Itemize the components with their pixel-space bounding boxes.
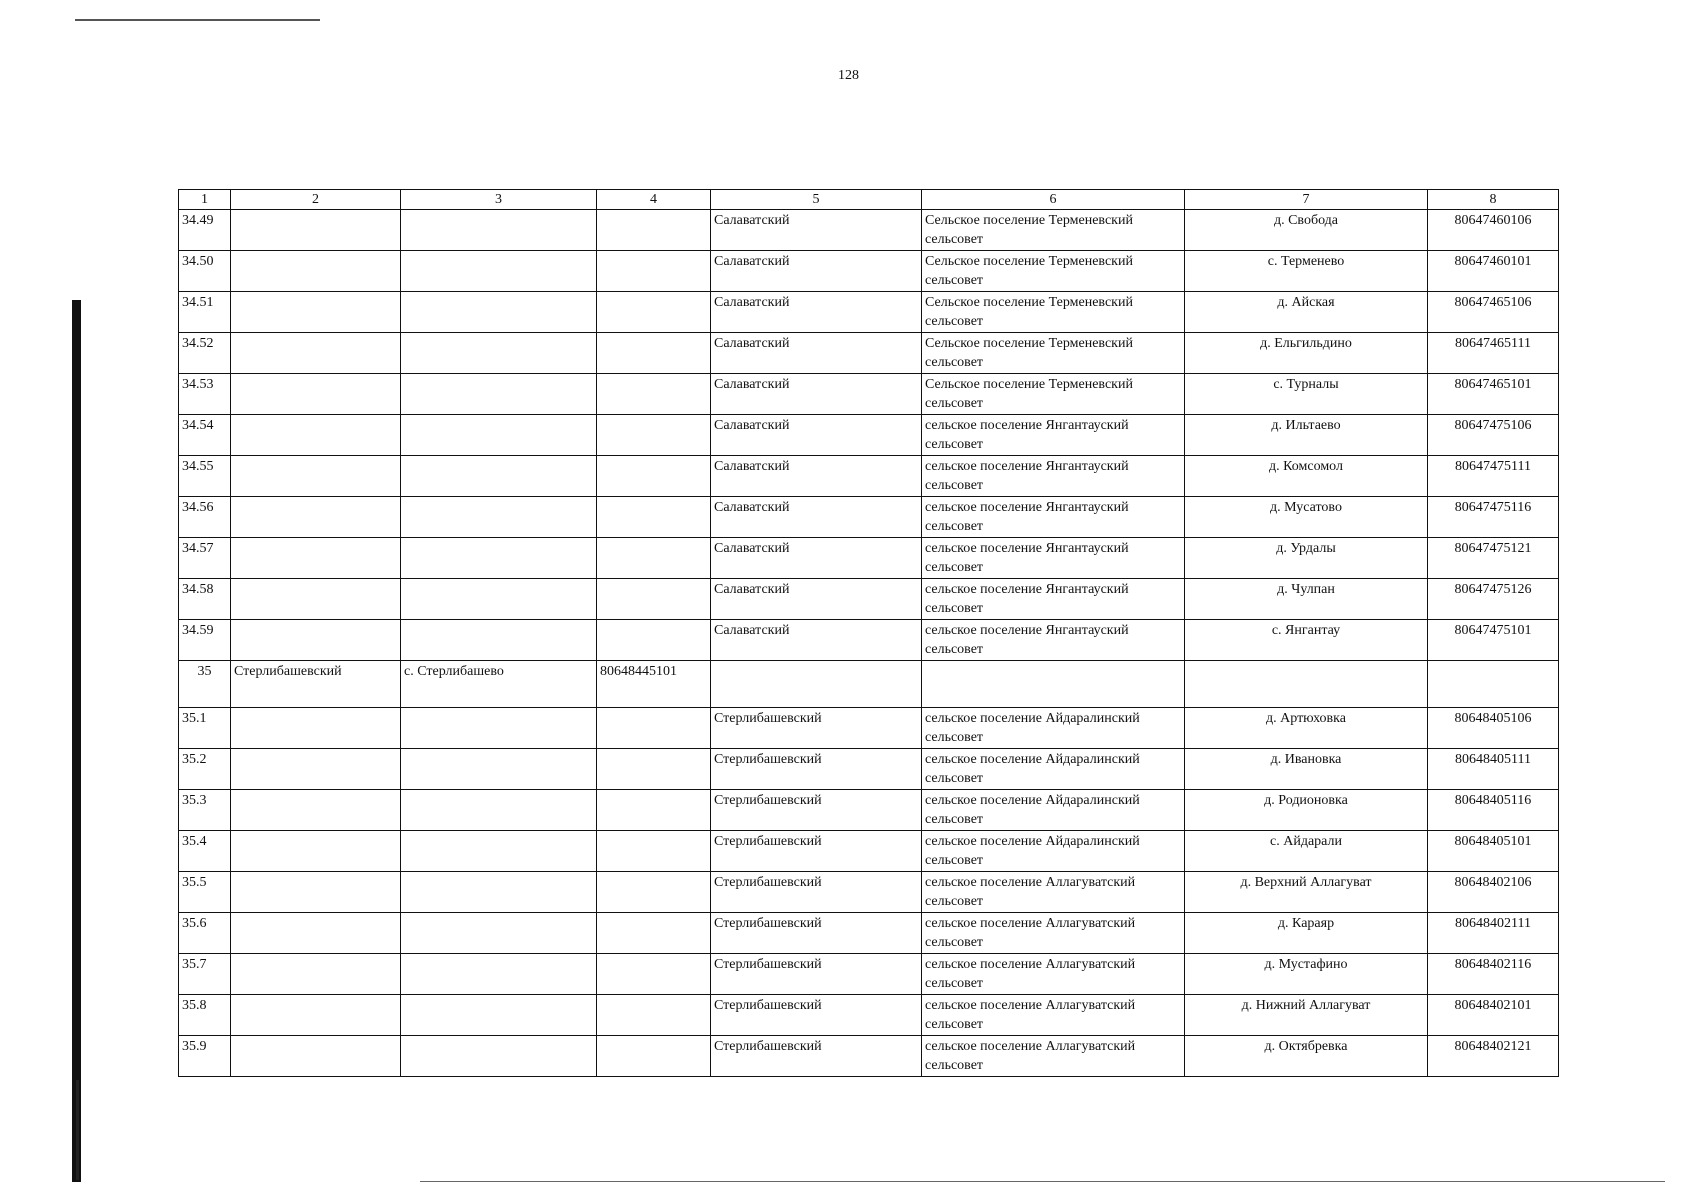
rural-settlement-cell: сельское поселение Аллагуватский сельсовет — [922, 995, 1185, 1036]
table-body — [179, 210, 1559, 1077]
admin-center-cell — [401, 579, 597, 620]
locality-name-cell: д. Мусатово — [1185, 497, 1428, 538]
district-name-cell — [231, 333, 401, 374]
table-row — [179, 374, 1559, 415]
locality-name-cell: д. Нижний Аллагуват — [1185, 995, 1428, 1036]
rural-settlement-cell: сельское поселение Айдаралинский сельсовет — [922, 708, 1185, 749]
locality-name-cell: д. Октябревка — [1185, 1036, 1428, 1077]
locality-name-cell: д. Ильтаево — [1185, 415, 1428, 456]
table-row — [179, 831, 1559, 872]
row-number-cell: 35.9 — [179, 1036, 231, 1077]
column-header-8: 8 — [1428, 190, 1559, 210]
oktmo-code-cell: 80647465106 — [1428, 292, 1559, 333]
row-number-cell: 35.1 — [179, 708, 231, 749]
rural-settlement-cell: сельское поселение Аллагуватский сельсовет — [922, 1036, 1185, 1077]
district-code-cell — [597, 292, 711, 333]
municipal-district-cell: Салаватский — [711, 497, 922, 538]
row-number-cell: 34.58 — [179, 579, 231, 620]
municipal-district-cell: Салаватский — [711, 456, 922, 497]
admin-center-cell — [401, 790, 597, 831]
district-name-cell: Стерлибашевский — [231, 661, 401, 708]
rural-settlement-cell: сельское поселение Аллагуватский сельсовет — [922, 872, 1185, 913]
district-code-cell — [597, 995, 711, 1036]
municipal-district-cell: Стерлибашевский — [711, 749, 922, 790]
rural-settlement-cell: Сельское поселение Терменевский сельсовет — [922, 333, 1185, 374]
district-code-cell — [597, 913, 711, 954]
table-row — [179, 749, 1559, 790]
table-row — [179, 251, 1559, 292]
row-number-cell: 35 — [179, 661, 231, 708]
table-row — [179, 497, 1559, 538]
oktmo-code-cell: 80647475116 — [1428, 497, 1559, 538]
locality-name-cell: с. Айдарали — [1185, 831, 1428, 872]
admin-center-cell — [401, 251, 597, 292]
row-number-cell: 35.4 — [179, 831, 231, 872]
municipal-district-cell: Стерлибашевский — [711, 913, 922, 954]
municipal-district-cell: Стерлибашевский — [711, 831, 922, 872]
column-header-4: 4 — [597, 190, 711, 210]
district-name-cell — [231, 995, 401, 1036]
table-row — [179, 579, 1559, 620]
municipal-district-cell: Салаватский — [711, 415, 922, 456]
rural-settlement-cell — [922, 661, 1185, 708]
oktmo-code-cell: 80648405111 — [1428, 749, 1559, 790]
column-header-5: 5 — [711, 190, 922, 210]
district-code-cell — [597, 749, 711, 790]
district-name-cell — [231, 374, 401, 415]
locality-name-cell: с. Янгантау — [1185, 620, 1428, 661]
row-number-cell: 35.2 — [179, 749, 231, 790]
table-row — [179, 913, 1559, 954]
municipal-district-cell: Стерлибашевский — [711, 1036, 922, 1077]
table-row — [179, 333, 1559, 374]
settlements-table — [178, 189, 1559, 1077]
oktmo-code-cell: 80648402116 — [1428, 954, 1559, 995]
admin-center-cell — [401, 333, 597, 374]
district-name-cell — [231, 251, 401, 292]
district-name-cell — [231, 210, 401, 251]
row-number-cell: 34.51 — [179, 292, 231, 333]
rural-settlement-cell: Сельское поселение Терменевский сельсовет — [922, 292, 1185, 333]
header-row — [179, 190, 1559, 210]
locality-name-cell: с. Турналы — [1185, 374, 1428, 415]
admin-center-cell — [401, 872, 597, 913]
table-row — [179, 210, 1559, 251]
row-number-cell: 34.50 — [179, 251, 231, 292]
oktmo-code-cell: 80647460106 — [1428, 210, 1559, 251]
municipal-district-cell: Стерлибашевский — [711, 790, 922, 831]
municipal-district-cell: Салаватский — [711, 251, 922, 292]
rural-settlement-cell: сельское поселение Янгантауский сельсовет — [922, 415, 1185, 456]
locality-name-cell: д. Мустафино — [1185, 954, 1428, 995]
oktmo-code-cell: 80648405116 — [1428, 790, 1559, 831]
district-name-cell — [231, 620, 401, 661]
district-code-cell — [597, 210, 711, 251]
admin-center-cell — [401, 497, 597, 538]
oktmo-code-cell: 80647475101 — [1428, 620, 1559, 661]
table-row — [179, 292, 1559, 333]
table-row — [179, 708, 1559, 749]
table-row — [179, 954, 1559, 995]
district-code-cell — [597, 374, 711, 415]
locality-name-cell: д. Караяр — [1185, 913, 1428, 954]
municipal-district-cell: Салаватский — [711, 333, 922, 374]
admin-center-cell — [401, 415, 597, 456]
district-code-cell — [597, 333, 711, 374]
locality-name-cell: д. Родионовка — [1185, 790, 1428, 831]
locality-name-cell: д. Верхний Аллагуват — [1185, 872, 1428, 913]
district-code-cell — [597, 251, 711, 292]
rural-settlement-cell: сельское поселение Аллагуватский сельсовет — [922, 954, 1185, 995]
row-number-cell: 35.6 — [179, 913, 231, 954]
district-name-cell — [231, 1036, 401, 1077]
admin-center-cell — [401, 995, 597, 1036]
column-header-1: 1 — [179, 190, 231, 210]
district-code-cell — [597, 497, 711, 538]
admin-center-cell — [401, 1036, 597, 1077]
municipal-district-cell: Стерлибашевский — [711, 708, 922, 749]
rural-settlement-cell: сельское поселение Айдаралинский сельсовет — [922, 831, 1185, 872]
scan-bottom-rule — [420, 1181, 1665, 1182]
municipal-district-cell — [711, 661, 922, 708]
page-number: 128 — [838, 68, 859, 83]
district-code-cell — [597, 954, 711, 995]
row-number-cell: 35.3 — [179, 790, 231, 831]
locality-name-cell: д. Свобода — [1185, 210, 1428, 251]
oktmo-code-cell: 80648402111 — [1428, 913, 1559, 954]
district-code-cell — [597, 872, 711, 913]
locality-name-cell: д. Ивановка — [1185, 749, 1428, 790]
admin-center-cell — [401, 210, 597, 251]
rural-settlement-cell: Сельское поселение Терменевский сельсовет — [922, 251, 1185, 292]
row-number-cell: 35.8 — [179, 995, 231, 1036]
oktmo-code-cell: 80648402121 — [1428, 1036, 1559, 1077]
locality-name-cell: д. Чулпан — [1185, 579, 1428, 620]
table-row — [179, 661, 1559, 708]
locality-name-cell — [1185, 661, 1428, 708]
district-name-cell — [231, 456, 401, 497]
oktmo-code-cell: 80647460101 — [1428, 251, 1559, 292]
table-row — [179, 538, 1559, 579]
table-row — [179, 790, 1559, 831]
admin-center-cell — [401, 913, 597, 954]
row-number-cell: 34.49 — [179, 210, 231, 251]
locality-name-cell: д. Айская — [1185, 292, 1428, 333]
admin-center-cell — [401, 456, 597, 497]
municipal-district-cell: Салаватский — [711, 620, 922, 661]
district-code-cell — [597, 456, 711, 497]
row-number-cell: 35.5 — [179, 872, 231, 913]
oktmo-code-cell: 80648402106 — [1428, 872, 1559, 913]
district-code-cell: 80648445101 — [597, 661, 711, 708]
scan-left-edge-mark — [76, 1080, 79, 1180]
row-number-cell: 34.57 — [179, 538, 231, 579]
district-code-cell — [597, 1036, 711, 1077]
rural-settlement-cell: сельское поселение Янгантауский сельсовет — [922, 620, 1185, 661]
district-name-cell — [231, 790, 401, 831]
district-name-cell — [231, 954, 401, 995]
rural-settlement-cell: Сельское поселение Терменевский сельсовет — [922, 210, 1185, 251]
row-number-cell: 34.56 — [179, 497, 231, 538]
row-number-cell: 34.53 — [179, 374, 231, 415]
admin-center-cell — [401, 620, 597, 661]
rural-settlement-cell: сельское поселение Айдаралинский сельсовет — [922, 790, 1185, 831]
row-number-cell: 34.54 — [179, 415, 231, 456]
district-name-cell — [231, 831, 401, 872]
municipal-district-cell: Стерлибашевский — [711, 954, 922, 995]
admin-center-cell — [401, 374, 597, 415]
column-header-7: 7 — [1185, 190, 1428, 210]
row-number-cell: 34.52 — [179, 333, 231, 374]
table-row — [179, 872, 1559, 913]
district-code-cell — [597, 579, 711, 620]
municipal-district-cell: Салаватский — [711, 538, 922, 579]
table-row — [179, 620, 1559, 661]
oktmo-code-cell: 80648405101 — [1428, 831, 1559, 872]
rural-settlement-cell: сельское поселение Янгантауский сельсовет — [922, 497, 1185, 538]
rural-settlement-cell: сельское поселение Янгантауский сельсовет — [922, 456, 1185, 497]
row-number-cell: 34.59 — [179, 620, 231, 661]
rural-settlement-cell: Сельское поселение Терменевский сельсовет — [922, 374, 1185, 415]
district-name-cell — [231, 415, 401, 456]
municipal-district-cell: Салаватский — [711, 210, 922, 251]
oktmo-code-cell — [1428, 661, 1559, 708]
oktmo-code-cell: 80647465111 — [1428, 333, 1559, 374]
district-code-cell — [597, 538, 711, 579]
municipal-district-cell: Салаватский — [711, 374, 922, 415]
locality-name-cell: д. Урдалы — [1185, 538, 1428, 579]
oktmo-code-cell: 80648402101 — [1428, 995, 1559, 1036]
locality-name-cell: д. Комсомол — [1185, 456, 1428, 497]
admin-center-cell — [401, 831, 597, 872]
oktmo-code-cell: 80647475121 — [1428, 538, 1559, 579]
column-header-2: 2 — [231, 190, 401, 210]
scan-top-rule — [75, 19, 320, 21]
table-row — [179, 995, 1559, 1036]
district-code-cell — [597, 708, 711, 749]
municipal-district-cell: Салаватский — [711, 292, 922, 333]
table-row — [179, 415, 1559, 456]
locality-name-cell: с. Терменево — [1185, 251, 1428, 292]
oktmo-code-cell: 80647465101 — [1428, 374, 1559, 415]
district-code-cell — [597, 790, 711, 831]
scan-left-binding-shadow — [72, 300, 81, 1182]
municipal-district-cell: Стерлибашевский — [711, 995, 922, 1036]
district-code-cell — [597, 620, 711, 661]
row-number-cell: 34.55 — [179, 456, 231, 497]
admin-center-cell: с. Стерлибашево — [401, 661, 597, 708]
oktmo-code-cell: 80647475126 — [1428, 579, 1559, 620]
municipal-district-cell: Салаватский — [711, 579, 922, 620]
locality-name-cell: д. Артюховка — [1185, 708, 1428, 749]
oktmo-code-cell: 80647475111 — [1428, 456, 1559, 497]
district-name-cell — [231, 913, 401, 954]
column-header-6: 6 — [922, 190, 1185, 210]
district-name-cell — [231, 749, 401, 790]
rural-settlement-cell: сельское поселение Аллагуватский сельсовет — [922, 913, 1185, 954]
admin-center-cell — [401, 954, 597, 995]
district-name-cell — [231, 579, 401, 620]
table-row — [179, 1036, 1559, 1077]
rural-settlement-cell: сельское поселение Янгантауский сельсовет — [922, 538, 1185, 579]
column-header-3: 3 — [401, 190, 597, 210]
rural-settlement-cell: сельское поселение Айдаралинский сельсовет — [922, 749, 1185, 790]
admin-center-cell — [401, 708, 597, 749]
admin-center-cell — [401, 538, 597, 579]
locality-name-cell: д. Ельгильдино — [1185, 333, 1428, 374]
municipal-district-cell: Стерлибашевский — [711, 872, 922, 913]
district-name-cell — [231, 872, 401, 913]
table-row — [179, 456, 1559, 497]
admin-center-cell — [401, 292, 597, 333]
district-name-cell — [231, 292, 401, 333]
rural-settlement-cell: сельское поселение Янгантауский сельсовет — [922, 579, 1185, 620]
district-name-cell — [231, 708, 401, 749]
admin-center-cell — [401, 749, 597, 790]
district-code-cell — [597, 831, 711, 872]
row-number-cell: 35.7 — [179, 954, 231, 995]
district-name-cell — [231, 538, 401, 579]
district-code-cell — [597, 415, 711, 456]
oktmo-code-cell: 80648405106 — [1428, 708, 1559, 749]
district-name-cell — [231, 497, 401, 538]
oktmo-code-cell: 80647475106 — [1428, 415, 1559, 456]
